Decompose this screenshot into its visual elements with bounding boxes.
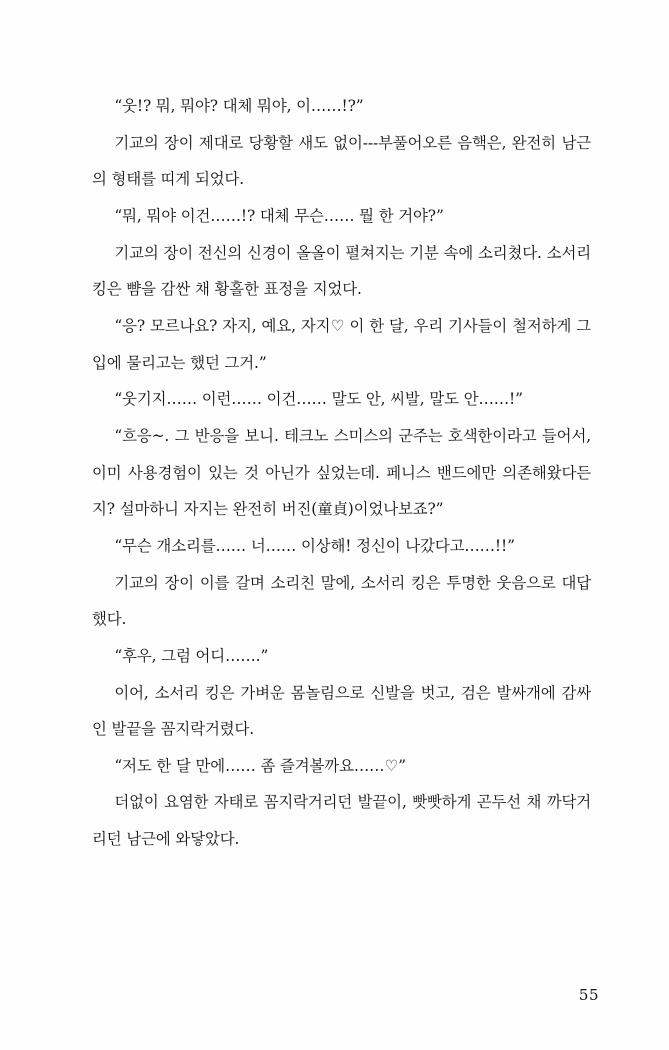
paragraph: “흐응~. 그 반응을 보니. 테크노 스미스의 군주는 호색한이라고 들어서, 이미 사용경험이 있는 것 아닌가 싶었는데. 페니스 밴드에만 의존해왔다든지? 설마하니 자지는 완전히 버진(童貞)이었나보죠?” xyxy=(92,426,591,519)
paragraph: “웃!? 뭐, 뭐야? 대체 뭐야, 이……!?” xyxy=(114,97,364,115)
paragraph: “저도 한 달 만에…… 좀 즐겨볼까요……♡” xyxy=(114,756,406,775)
paragraph: 기교의 장이 제대로 당황할 새도 없이---부풀어오른 음핵은, 완전히 남근의 형태를 띠게 되었다. xyxy=(92,133,591,189)
page-body-text xyxy=(92,88,591,858)
paragraph: “응? 모르나요? 자지, 예요, 자지♡ 이 한 달, 우리 기사들이 철저하게 그 입에 물리고는 했던 그거.” xyxy=(92,316,591,372)
paragraph: 기교의 장이 이를 갈며 소리친 말에, 소서리 킹은 투명한 웃음으로 대답했다. xyxy=(92,573,591,629)
paragraph: 기교의 장이 전신의 신경이 올올이 펼쳐지는 기분 속에 소리쳤다. 소서리 킹은 뺨을 감싼 채 황홀한 표정을 지었다. xyxy=(92,243,591,299)
page-number: 55 xyxy=(578,986,599,1004)
paragraph: “뭐, 뭐야 이건……!? 대체 무슨…… 뭘 한 거야?” xyxy=(114,206,444,225)
paragraph: 더없이 요염한 자태로 꼼지락거리던 발끝이, 빳빳하게 곤두선 채 까닥거리던 남근에 와닿았다. xyxy=(92,793,591,849)
paragraph: “웃기지…… 이런…… 이건…… 말도 안, 씨발, 말도 안……!” xyxy=(114,390,523,409)
paragraph: “무슨 개소리를…… 너…… 이상해! 정신이 나갔다고……!!” xyxy=(114,536,515,555)
paragraph: 이어, 소서리 킹은 가벼운 몸놀림으로 신발을 벗고, 검은 발싸개에 감싸인 발끝을 꼼지락거렸다. xyxy=(92,683,591,739)
paragraph: “후우, 그럼 어디…….” xyxy=(114,646,269,665)
